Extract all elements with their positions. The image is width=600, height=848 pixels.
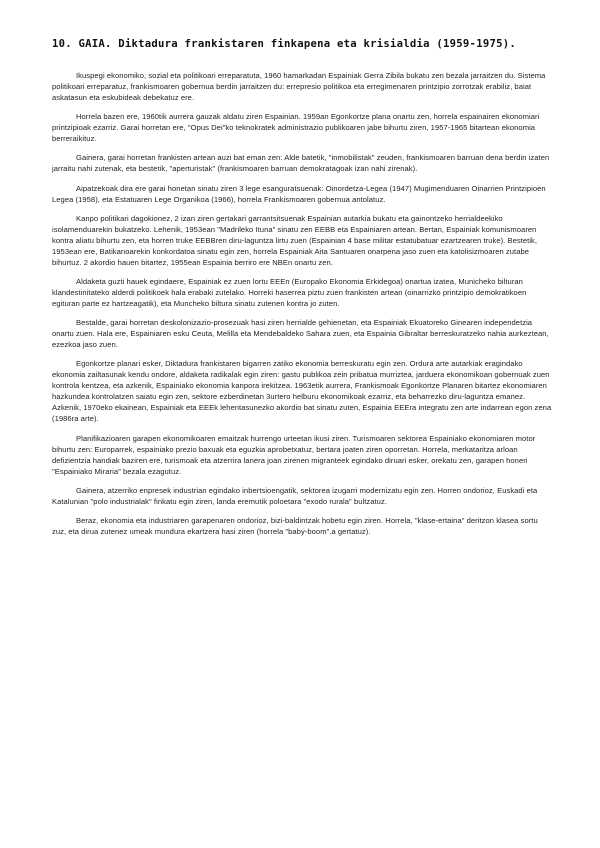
paragraph-decolonization: Bestalde, garai horretan deskolonizazio-prosezuak hasi ziren herrialde gehienetan, eta Espainiak Ekuatoreko Ginearen independetzia onartu zuen. Hala ere, Espainiaren esku Ceuta, Melilla eta Mendebaldeko Sahara zuen, eta Espainia Gibraltar berreskuratzeko nahia aurkeztean, ezezkoa jaso zuen. — [52, 318, 549, 350]
paragraph-economic-recovery: Egonkortze planari esker, Diktadura frankistaren bigarren zatiko ekonomia berreskuratu egin zen. Ordura arte autarkiak eragindako ekonomia zailtasunak kendu ondore, aldaketa radikalak egin ziren: gastu publikoa zein pribatua murriztea, jarduera ekonomikoan gobernuak zuen kontrola kentzea, eta azkenik, Espainiako ekonomia kanpora irekitzea. 1963etik aurrera, Frankismoak Egonkortze Planaren bitartez ekonomiaren hazkundea kontrolatzen saiatu egin zen, sektore ezberdinetan 3urtero helburu ekonomikoak ezarriz, eta beharrezko diru-laguntza emanez. Azkenik, 1970eko ekainean, Espainiak eta EEEk lehentasunezko akordio bat sinatu zuten, Espainia EEEra integratu zen arte indarrean egon zena (1986ra arte). — [52, 359, 552, 424]
paragraph-francoist-factions: Gainera, garai horretan frankisten artean auzi bat eman zen: Alde batetik, "inmobilistak" zeuden, frankismoaren barruan dena berdin izaten jarraitu nahi zutenak, eta bestetik, "aperturistak" (frankismoaren barruan demokratagoak izan nahi zirenak). — [52, 153, 550, 174]
paragraph-eec-munich: Aldaketa guzti hauek egindaere, Espainiak ez zuen lortu EEEn (Europako Ekonomia Erkidegoa) onartua izatea, Municheko bilturan klandestinitateko alderdi politikoek hala erabaki zutelako. Horreki haserrea piztu zuen frankisten artean (oinarrizko printzipio demokratikoen egituran parte ez hartzeagatik), eta Muncheko biltura sinatu zutenen kontra jo zuten. — [52, 276, 527, 308]
paragraph-fundamental-laws: Aipatzekoak dira ere garai honetan sinatu ziren 3 lege esanguratsuenak: Oinordetza-Legea (1947) Mugimenduaren Oinarrien Printzipioen Legea (1958), eta Estatuaren Lege Organikoa (1966), horrela Frankismoaren gobernua antolatuz. — [52, 183, 546, 204]
document-body — [52, 70, 552, 545]
paragraph-foreign-policy: Kanpo politikari dagokionez, 2 izan ziren gertakari garrantsitsuenak Espainian autarkia bukatu eta gainontzeko herrialdeekiko isolamenduarekin bukatzeko. Lehenik, 1953ean "Madrileko Ituna" sinatu zen EEBB eta Espainiaren artean. Bertan, Espainiak komunismoaren kontra aliatu bihurtu zen, eta horren truke EEBBren diru-laguntza lirtu zuen (Espainian 4 base militar estatubatuar ezartzearen truke). Bestetik, 1953ean ere, Batikanoarekin konkordatoa sinatu egin zen, horrela Espainiak Aita Santuaren onarpena jaso zuen eta katolisizmoaren zutabe bihurtuz. 2 akordio hauen bitartez, 1955ean Espainia berriro ere NBEn onartu zen. — [52, 213, 538, 267]
paragraph-stabilization-plan: Horrela bazen ere, 1960tik aurrera gauzak aldatu ziren Espainian. 1959an Egonkortze plana onartu zen, horrela espainairen ekonomiari printzipioak ezarriz. Garai horretan ere, "Opus Dei"ko teknokratek administrazio publikoaren jabe bihurtu ziren, 1957-1965 bitartean ekonomia berreraikituz. — [52, 112, 540, 144]
paragraph-industrial-poles: Gainera, atzerriko enpresek industrian egindako inbertsioengatik, sektorea izugarri modernizatu egin zen. Horren ondorioz, Euskadi eta Katalunian "polo industrialak" finkatu egin ziren, landa eremutik poloetara "exodo rurala" bultzatuz. — [52, 485, 538, 506]
paragraph-baby-boom: Beraz, ekonomia eta industriaren garapenaren ondorioz, bizi-baldintzak hobetu egin ziren. Horrela, "klase-ertaina" deritzon klasea sortu zuz, eta dirua zutenez umeak mundura ekartzera hasi ziren (horrela "baby-boom".a gertatuz). — [52, 515, 538, 536]
paragraph-spanish-miracle: Planifikazioaren garapen ekonomikoaren emaitzak hurrengo urteetan ikusi ziren. Turismoaren sektorea Espainiako ekonomiaren motor bihurtu zen: Europarrek, espainiako prezio baxuak eta eguzkia aprobetxatuz, bertara joaten ziren oporretan. Horrela, merkataritza arloan defizientzia handiak baziren ere, turismoak eta atzerrira lanera joan zirenen migranteek egindako diruari esker, orekatu zen, garapen honeri "Espainiako Miraria" bezala ezagutuz. — [52, 433, 536, 476]
page-title: 10. GAIA. Diktadura frankistaren finkapena eta krisialdia (1959-1975). — [52, 38, 516, 50]
paragraph-overview: Ikuspegi ekonomiko, sozial eta politikoari erreparatuta, 1960 hamarkadan Espainiak Gerra Zibila bukatu zen bezala jarraitzen du. Sistema politikoari erreparatuz, frankismoaren gobernua berdin jarraitzen du: errepresio politikoa eta erregimenaren printzipio zorrotzak erabiliz, baiat askatasun eta eskubideak debekatuz ere. — [52, 71, 546, 102]
